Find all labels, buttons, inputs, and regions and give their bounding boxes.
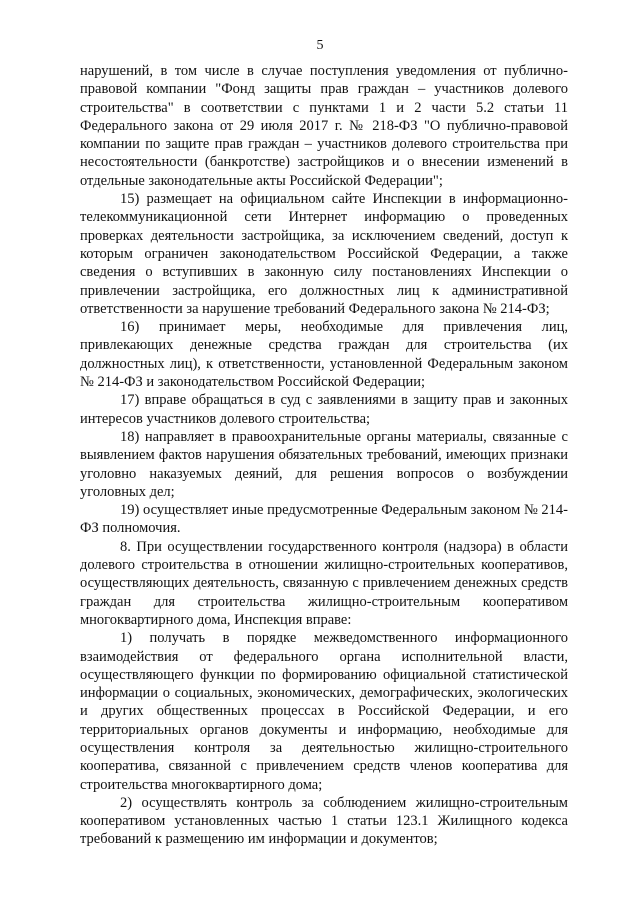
page-number: 5: [316, 38, 324, 53]
paragraph-subitem-2: 2) осуществлять контроль за соблюдением жилищно-строительным кооперативом установленных частью 1 статьи 123.1 Жилищного кодекса требований к размещению им информации и документов;: [80, 794, 568, 848]
paragraph-item-19: 19) осуществляет иные предусмотренные Федеральным законом № 214-ФЗ полномочия.: [80, 502, 568, 537]
paragraph-continuation: нарушений, в том числе в случае поступления уведомления от публично-правовой компании "Фонд защиты прав граждан – участников долевого строительства" в соответствии с пунктами 1 и 2 части 5.2 статьи 11 Федерального закона от 29 июля 2017 г. № 218-ФЗ "О публично-правовой компании по защите прав граждан – участников долевого строительства при несостоятельности (банкротстве) застройщиков и о внесении изменений в отдельные законодательные акты Российской Федерации";: [80, 63, 568, 189]
paragraph-section-8: 8. При осуществлении государственного контроля (надзора) в области долевого строительства в отношении жилищно-строительных кооперативов, осуществляющих деятельность, связанную с привлечением денежных средств граждан для строительства жилищно-строительным кооперативом многоквартирного дома, Инспекция вправе:: [80, 538, 568, 628]
paragraph-item-15: 15) размещает на официальном сайте Инспекции в информационно-телекоммуникационной сети Интернет информацию о проведенных проверках деятельности застройщика, за исключением сведений, доступ к которым ограничен законодательством Российской Федерации, а также сведения о вступивших в законную силу постановлениях Инспекции о привлечении застройщика, его должностных лиц к административной ответственности за нарушение требований Федерального закона № 214-ФЗ;: [80, 191, 568, 317]
paragraph-item-18: 18) направляет в правоохранительные органы материалы, связанные с выявлением фактов нарушения обязательных требований, имеющих признаки уголовно наказуемых деяний, для решения вопросов о возбуждении уголовных дел;: [80, 428, 568, 500]
paragraph-item-17: 17) вправе обращаться в суд с заявлениями в защиту прав и законных интересов участников долевого строительства;: [80, 392, 568, 427]
document-body: [80, 62, 568, 849]
paragraph-item-16: 16) принимает меры, необходимые для привлечения лиц, привлекающих денежные средства граждан для строительства (их должностных лиц), к ответственности, установленной Федеральным законом № 214-ФЗ и законодательством Российской Федерации;: [80, 319, 568, 391]
paragraph-subitem-1: 1) получать в порядке межведомственного информационного взаимодействия от федерального органа исполнительной власти, осуществляющего функции по формированию официальной статистической информации о социальных, экономических, демографических, экологических и других общественных процессах в Российской Федерации, и его территориальных органов документы и информацию, необходимые для осуществления контроля за деятельностью жилищно-строительного кооператива, связанной с привлечением средств членов кооператива для строительства многоквартирного дома;: [80, 630, 568, 793]
